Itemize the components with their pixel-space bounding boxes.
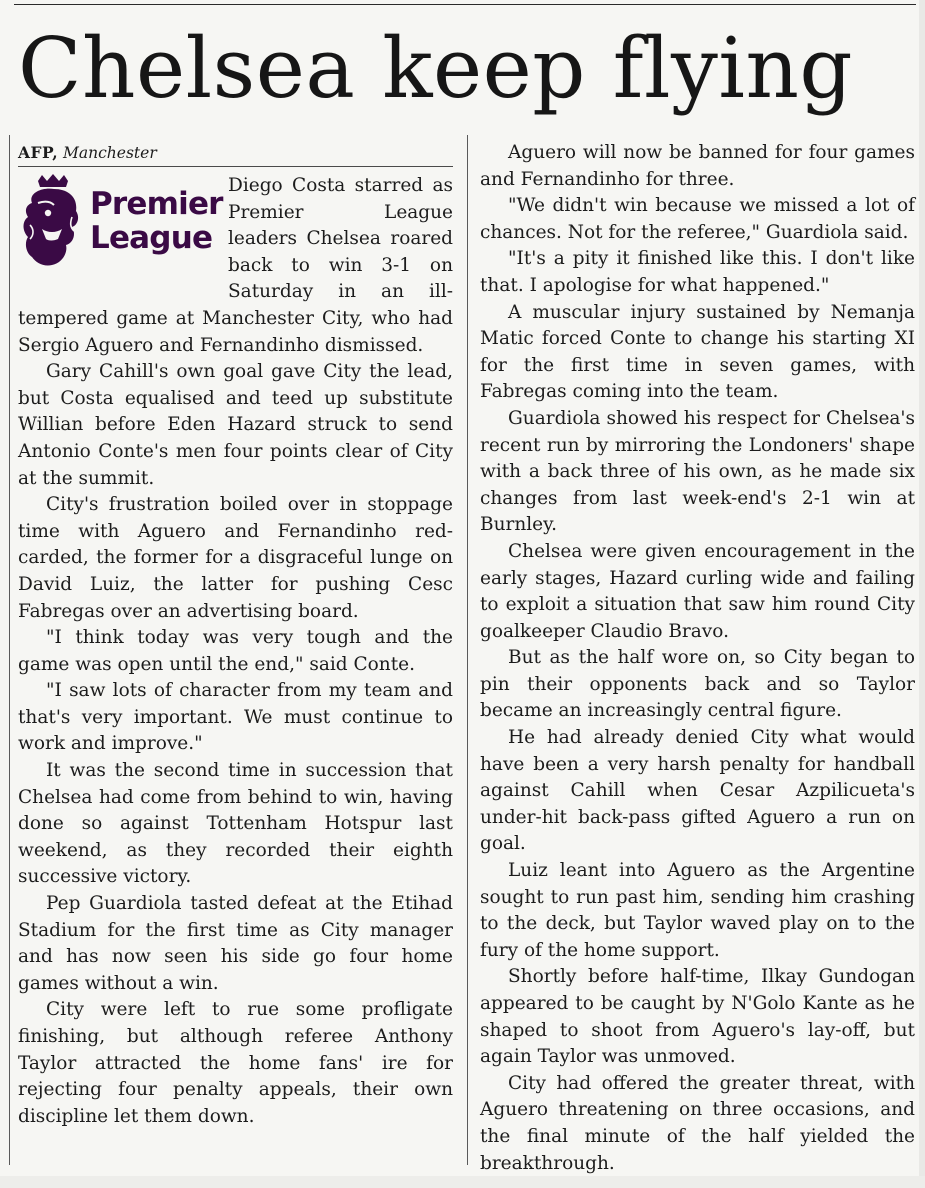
page-edge-bottom <box>0 1176 925 1188</box>
logo-word-premier: Premier <box>90 186 223 222</box>
paragraph: Guardiola showed his respect for Chelsea's recent run by mirroring the Londoners' shape with a back three of his own, as he made six changes from last week-end's 2-1 win at Burnley. <box>480 407 915 536</box>
premier-league-lion-icon <box>18 173 88 281</box>
paragraph: "I think today was very tough and the game was open until the end," said Conte. <box>18 627 453 675</box>
logo-word-league: League <box>90 220 213 256</box>
paragraph: "We didn't win because we missed a lot of chances. Not for the referee," Guardiola said. <box>480 195 915 243</box>
paragraph: Luiz leant into Aguero as the Argentine sought to run past him, sending him crashing to the deck, but Taylor waved play on to the fury of the home support. <box>480 860 915 961</box>
page-edge-right <box>919 0 925 1188</box>
paragraph: Chelsea were given encouragement in the early stages, Hazard curling wide and failing to exploit a situation that saw him round City goalkeeper Claudio Bravo. <box>480 540 915 642</box>
paragraph: "It's a pity it finished like this. I don't like that. I apologise for what happened." <box>480 248 915 296</box>
byline <box>18 140 453 167</box>
byline-place: Manchester <box>63 144 157 162</box>
paragraph: But as the half wore on, so City began to pin their opponents back and so Taylor became an increasingly central figure. <box>480 647 915 722</box>
article-column-2 <box>480 140 915 1177</box>
paragraph: City's frustration boiled over in stoppage time with Aguero and Fernandinho red-carded, the former for a disgraceful lunge on David Luiz, the latter for pushing Cesc Fabregas over an advertising board. <box>18 494 453 622</box>
paragraph: "I saw lots of character from my team and that's very important. We must continue to work and improve." <box>18 680 453 755</box>
column-divider <box>467 135 468 1165</box>
article-column-1 <box>18 140 453 1130</box>
paragraph: Shortly before half-time, Ilkay Gundogan appeared to be caught by N'Golo Kante as he shaped to shoot from Aguero's lay-off, but again Taylor was unmoved. <box>480 966 915 1068</box>
paragraph: City were left to rue some profligate finishing, but although referee Anthony Taylor attracted the home fans' ire for rejecting four penalty appeals, their own discipline let them down. <box>18 999 453 1127</box>
left-column-rule <box>9 135 10 1165</box>
byline-agency: AFP, <box>18 143 59 162</box>
paragraph: Gary Cahill's own goal gave City the lead, but Costa equalised and teed up substitute Willian before Eden Hazard struck to send Antonio Conte's men four points clear of City at the summit. <box>18 361 453 489</box>
paragraph: City had offered the greater threat, with Aguero threatening on three occasions, and the final minute of the half yielded the breakthrough. <box>480 1072 915 1174</box>
paragraph: A muscular injury sustained by Nemanja Matic forced Conte to change his starting XI for the first time in seven games, with Fabregas coming into the team. <box>480 301 915 403</box>
paragraph: He had already denied City what would have been a very harsh penalty for handball against Cahill when Cesar Azpilicueta's under-hit back-pass gifted Aguero a run on goal. <box>480 727 915 855</box>
premier-league-logo <box>18 173 222 285</box>
top-rule <box>14 4 916 5</box>
paragraph: Aguero will now be banned for four games and Fernandinho for three. <box>480 142 915 190</box>
paragraph: It was the second time in succession that Chelsea had come from behind to win, having done so against Tottenham Hotspur last weekend, as they recorded their eighth successive victory. <box>18 760 453 888</box>
paragraph: Diego Costa starred as Premier League leaders Chelsea roared back to win 3-1 on Saturday in an ill-tempered game at Manchester City, who had Sergio Aguero and Fernandinho dismissed. <box>18 175 453 356</box>
headline: Chelsea keep flying <box>18 20 854 117</box>
paragraph: Pep Guardiola tasted defeat at the Etihad Stadium for the first time as City manager and has now seen his side go four home games without a win. <box>18 893 453 994</box>
